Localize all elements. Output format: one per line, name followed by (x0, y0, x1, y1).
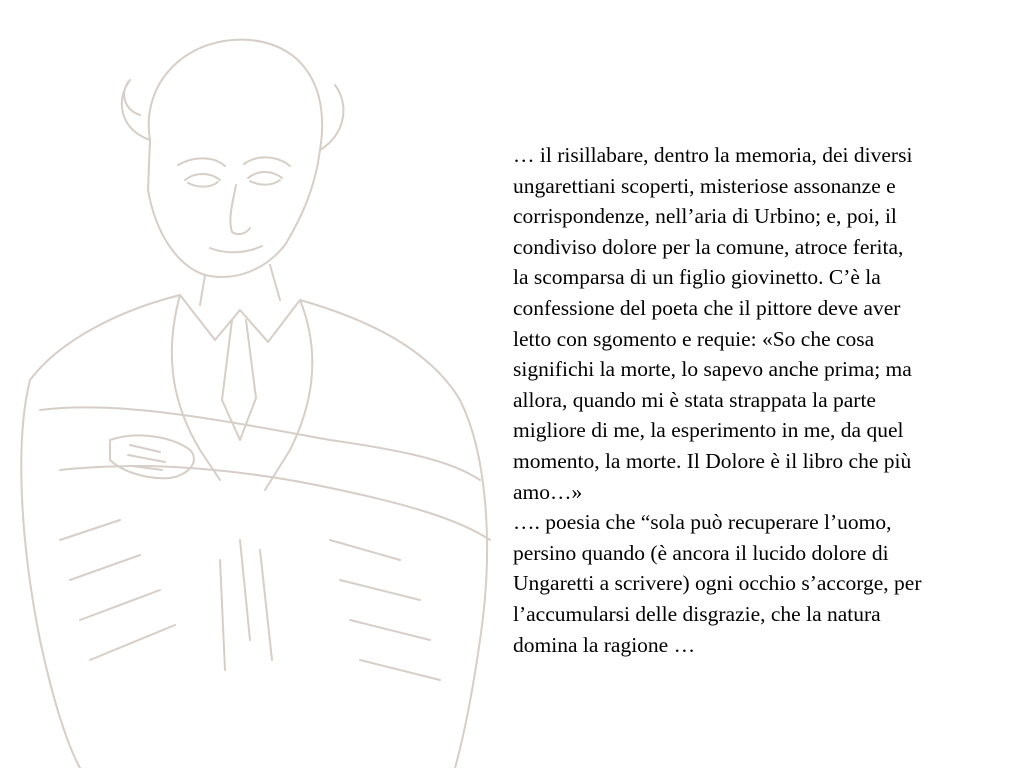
jacket-right (300, 300, 487, 768)
arm-lower (60, 466, 490, 540)
neck (200, 265, 280, 305)
quote-text-block (513, 140, 1013, 660)
lapel-left (172, 295, 220, 480)
head-outline (148, 40, 322, 277)
nose (230, 185, 250, 234)
quote-paragraph-1: … il risillabare, dentro la memoria, dei diversi ungarettiani scoperti, misteriose assonanze e corrispondenze, nell’aria di Urbino; e, poi, il condiviso dolore per la comune, atroce ferita, la scomparsa di un figlio giovinetto. C’è la confessione del poeta che il pittore deve aver letto con sgomento e requie: «So che cosa significhi la morte, lo sapevo anche prima; ma allora, quando mi è stata strappata la parte migliore di me, la esperimento in me, da quel momento, la morte. Il Dolore è il libro che più amo…» (513, 143, 913, 504)
right-eye (248, 172, 282, 185)
arm-upper (40, 407, 480, 480)
portrait-sketch (0, 20, 520, 768)
jacket (21, 295, 180, 768)
hatching (60, 520, 440, 680)
brows (178, 157, 290, 166)
quote-paragraph-2: …. poesia che “sola può recuperare l’uomo, persino quando (è ancora il lucido dolore di Ungaretti a scrivere) ogni occhio s’accorge, per l’accumularsi delle disgrazie, che la natura domina la ragione … (513, 510, 922, 657)
lapel-right (265, 300, 312, 490)
hand (110, 435, 194, 478)
collar (180, 295, 300, 342)
mouth (210, 246, 262, 252)
left-eye (185, 174, 220, 187)
